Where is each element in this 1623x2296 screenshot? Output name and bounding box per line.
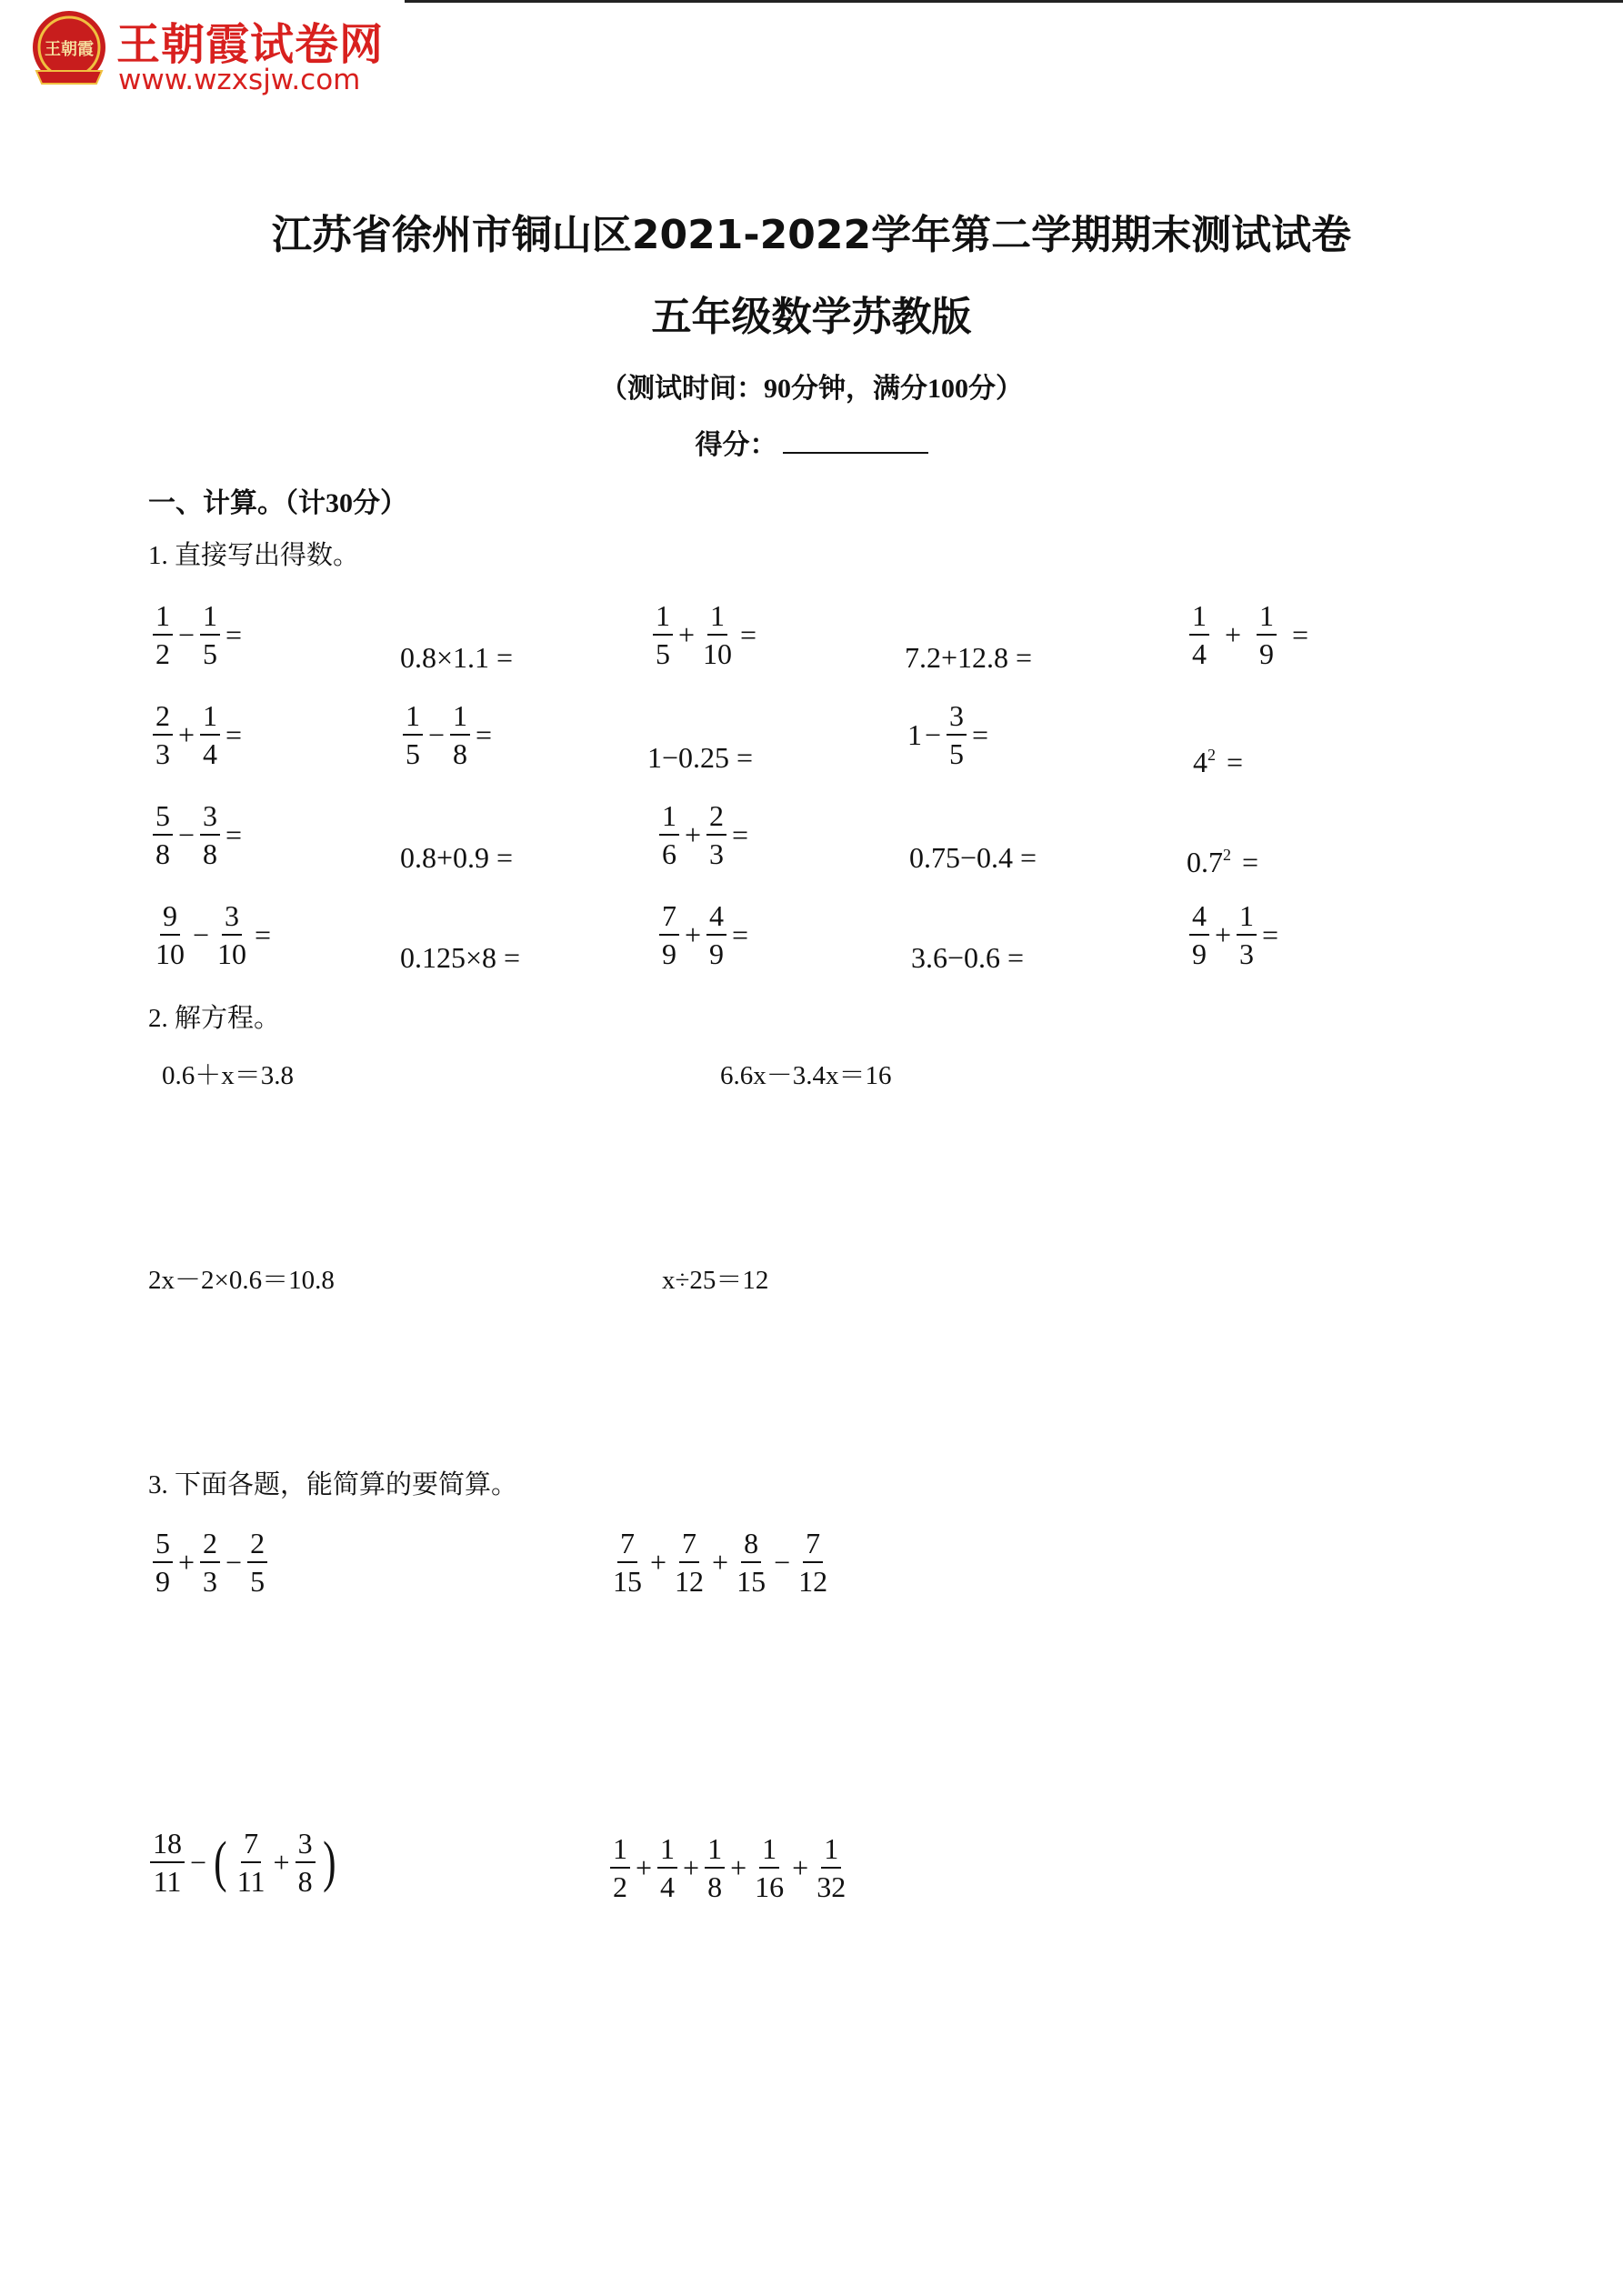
equation-2: 6.6x－3.4x＝16 [720,1061,892,1090]
fraction: $\frac{18}{11}$ [150,1829,185,1896]
fraction: $\frac{1}{10}$ [703,599,733,670]
q1-r2-c: 1−0.25 = [647,740,754,774]
equation-4: x÷25＝12 [662,1266,769,1295]
fraction: $\frac{2}{3}$ [153,701,173,768]
fraction: $\frac{1}{2}$ [610,1834,630,1901]
q1-r3-e: 0.7 $^2$ = [1187,845,1259,878]
q1-r4-c: $\frac{7}{9}$ + $\frac{4}{9}$ = [656,891,751,978]
question-3-label: 3. 下面各题，能简算的要简算。 [148,1470,518,1499]
q1-r3-a: $\frac{5}{8}$ − $\frac{3}{8}$ = [150,791,245,878]
q3-expr-3: $\frac{18}{11}$ − ( $\frac{7}{11}$ + $\frac{3}{8}$ ) [147,1819,340,1906]
fraction: $\frac{9}{10}$ [155,899,185,970]
fraction: $\frac{1}{2}$ [153,601,173,668]
equation-3: 2x－2×0.6＝10.8 [148,1266,335,1295]
site-url: www.wzxsjw.com [118,64,361,96]
site-name: 王朝霞试卷网 [116,19,385,70]
q1-r4-e: $\frac{4}{9}$ + $\frac{1}{3}$ = [1187,891,1281,978]
score-blank [783,428,928,454]
fraction: $\frac{1}{32}$ [817,1832,847,1903]
fraction: $\frac{1}{4}$ [1189,601,1209,668]
header-rule [405,0,1623,3]
fraction: $\frac{2}{5}$ [247,1529,267,1596]
fraction: $\frac{8}{15}$ [736,1527,766,1598]
fraction: $\frac{2}{3}$ [706,801,726,868]
q1-r4-b: 0.125×8 = [400,940,521,974]
q1-r2-b: $\frac{1}{5}$ − $\frac{1}{8}$ = [400,691,495,778]
right-paren: ) [322,1831,336,1893]
question-1-label: 1. 直接写出得数。 [148,541,360,570]
fraction: $\frac{1}{5}$ [200,601,220,668]
fraction: $\frac{5}{8}$ [153,801,173,868]
equation-1: 0.6＋x＝3.8 [162,1061,295,1090]
question-2-label: 2. 解方程。 [148,1004,281,1033]
fraction: $\frac{1}{9}$ [1257,601,1277,668]
fraction: $\frac{7}{9}$ [659,901,679,968]
fraction: $\frac{5}{9}$ [153,1529,173,1596]
q1-r2-e: 4 $^2$ = [1193,745,1244,778]
fraction: $\frac{3}{8}$ [200,801,220,868]
fraction: $\frac{7}{15}$ [613,1527,642,1598]
time-info: （测试时间：90分钟，满分100分） [600,374,1023,404]
fraction: $\frac{1}{8}$ [450,701,470,768]
fraction: $\frac{1}{8}$ [705,1834,725,1901]
fraction: $\frac{1}{5}$ [403,701,423,768]
section-1-heading: 一、计算。（计30分） [148,488,407,518]
left-paren: ( [214,1831,227,1893]
fraction: $\frac{7}{12}$ [798,1527,828,1598]
site-emblem-icon [27,7,111,91]
fraction: $\frac{1}{6}$ [659,801,679,868]
q1-r4-a: $\frac{9}{10}$ − $\frac{3}{10}$ = [150,891,274,978]
q1-r2-d: 1 − $\frac{3}{5}$ = [907,699,989,770]
fraction: $\frac{4}{9}$ [1189,901,1209,968]
q1-r1-d: 7.2+12.8 = [905,640,1033,674]
emblem-text: 王朝霞 [45,40,94,59]
q1-r1-b: 0.8×1.1 = [400,640,514,674]
q1-r1-a: $\frac{1}{2}$ − $\frac{1}{5}$ = [150,591,245,678]
fraction: $\frac{2}{3}$ [200,1529,220,1596]
fraction: $\frac{1}{3}$ [1237,901,1257,968]
q1-r4-d: 3.6−0.6 = [911,940,1025,974]
exam-subtitle: 五年级数学苏教版 [651,294,972,340]
q1-r3-c: $\frac{1}{6}$ + $\frac{2}{3}$ = [656,791,751,878]
fraction: $\frac{1}{4}$ [657,1834,677,1901]
score-label: 得分： [695,430,777,460]
exam-title: 江苏省徐州市铜山区2021-2022学年第二学期期末测试试卷 [271,212,1352,258]
q1-r3-b: 0.8+0.9 = [400,840,514,874]
fraction: $\frac{3}{8}$ [296,1829,316,1896]
fraction: $\frac{1}{16}$ [755,1832,785,1903]
fraction: $\frac{3}{5}$ [947,701,967,768]
q1-r3-d: 0.75−0.4 = [909,840,1037,874]
q3-expr-4: $\frac{1}{2}$ + $\frac{1}{4}$ + $\frac{1}{8}$ + $\frac{1}{16}$ + $\frac{1}{32}$ [607,1824,851,1911]
fraction: $\frac{7}{11}$ [236,1827,265,1898]
fraction: $\frac{3}{10}$ [217,899,247,970]
fraction: $\frac{1}{5}$ [653,601,673,668]
q1-r1-e: $\frac{1}{4}$ + $\frac{1}{9}$ = [1187,591,1311,678]
q3-expr-2: $\frac{7}{15}$ + $\frac{7}{12}$ + $\frac{8}{15}$ − $\frac{7}{12}$ [607,1519,833,1606]
q3-expr-1: $\frac{5}{9}$ + $\frac{2}{3}$ − $\frac{2}{5}$ [150,1519,270,1606]
fraction: $\frac{7}{12}$ [675,1527,705,1598]
fraction: $\frac{1}{4}$ [200,701,220,768]
q1-r1-c: $\frac{1}{5}$ + $\frac{1}{10}$ = [650,591,759,678]
q1-r2-a: $\frac{2}{3}$ + $\frac{1}{4}$ = [150,691,245,778]
fraction: $\frac{4}{9}$ [706,901,726,968]
score-line [0,422,1623,462]
